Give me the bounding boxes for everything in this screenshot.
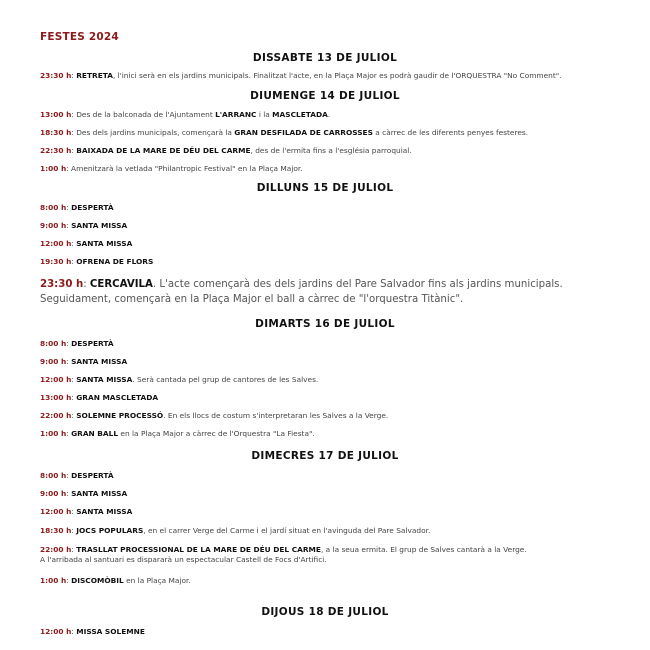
event-title: SANTA MISSA — [76, 239, 133, 248]
event-sep: : — [71, 71, 77, 80]
event-time: 1:00 h — [40, 164, 67, 173]
event-desc: , l'inici serà en els jardins municipals. Finalitzat l'acte, en la Plaça Major es podrà gaudir de l'ORQUESTRA "No Comment". — [112, 71, 562, 80]
event-sep: : — [71, 545, 77, 554]
event-title: MISSA SOLEMNE — [76, 627, 145, 636]
event-title: BAIXADA DE LA MARE DE DÉU DEL CARME — [76, 146, 251, 155]
event-title: CERCAVILA — [89, 279, 153, 290]
event-desc-line2: A l'arribada al santuari es dispararà un espectacular Castell de Focs d'Artifici. — [40, 555, 327, 564]
event-title: SANTA MISSA — [76, 375, 133, 384]
event-title: SANTA MISSA — [76, 507, 133, 516]
event-sep: : — [71, 627, 77, 636]
event-sep: : — [66, 339, 72, 348]
event-desc: , des de l'ermita fins a l'església parroquial. — [250, 146, 412, 155]
event-item — [40, 164, 620, 174]
event-time: 9:00 h — [40, 489, 67, 498]
event-sep: : — [66, 357, 72, 366]
event-sep: : — [71, 375, 77, 384]
event-time: 23:30 h — [40, 71, 72, 80]
event-time: 22:30 h — [40, 146, 72, 155]
event-item — [40, 471, 620, 481]
event-title: SANTA MISSA — [71, 489, 128, 498]
event-item — [40, 71, 620, 81]
event-time: 12:00 h — [40, 507, 72, 516]
event-desc: , a la seua ermita. El grup de Salves cantarà a la Verge. — [320, 545, 527, 554]
event-title: JOCS POPULARS — [76, 526, 144, 535]
event-sep: : — [66, 203, 72, 212]
event-desc-line2: Seguidament, començarà en la Plaça Major el ball a càrrec de "l'orquestra Titànic". — [40, 294, 464, 305]
event-sep: : — [71, 526, 77, 535]
event-sep: : — [66, 489, 72, 498]
event-item — [40, 489, 620, 499]
day-heading-15: DILLUNS 15 DE JULIOL — [256, 182, 394, 194]
event-item-large — [40, 277, 620, 307]
event-item — [40, 393, 620, 403]
event-item — [40, 110, 620, 120]
event-sep: : — [71, 239, 77, 248]
event-sep: : — [66, 429, 72, 438]
event-time: 22:00 h — [40, 411, 72, 420]
event-desc: : Amenitzarà la vetlada "Philantropic Festival" en la Plaça Major. — [66, 164, 303, 173]
event-item — [40, 128, 620, 138]
event-item — [40, 576, 620, 586]
event-title-2: MASCLETADA — [272, 110, 328, 119]
event-sep: : — [71, 507, 77, 516]
event-time: 19:30 h — [40, 257, 72, 266]
event-title: GRAN MASCLETADA — [76, 393, 159, 402]
event-time: 13:00 h — [40, 110, 72, 119]
event-time: 18:30 h — [40, 526, 72, 535]
event-title: GRAN DESFILADA DE CARROSSES — [234, 128, 373, 137]
event-item — [40, 507, 620, 517]
event-title: SOLEMNE PROCESSÓ — [76, 411, 164, 420]
event-sep: : — [66, 221, 72, 230]
event-desc: . — [327, 110, 331, 119]
event-time: 8:00 h — [40, 203, 67, 212]
event-sep: : — [83, 279, 90, 290]
event-desc: a càrrec de les diferents penyes festeres. — [372, 128, 529, 137]
event-item — [40, 221, 620, 231]
event-title: GRAN BALL — [71, 429, 119, 438]
event-item — [40, 375, 620, 385]
event-item — [40, 239, 620, 249]
event-title: OFRENA DE FLORS — [76, 257, 154, 266]
event-time: 9:00 h — [40, 357, 67, 366]
event-item — [40, 411, 620, 421]
event-item — [40, 257, 620, 267]
event-desc: en la Plaça Major a càrrec de l'Orquestra "La Fiesta". — [118, 429, 315, 438]
event-title: DESPERTÀ — [71, 203, 114, 212]
day-heading-17: DIMECRES 17 DE JULIOL — [251, 450, 399, 462]
event-sep: : Des de la balconada de l'Ajuntament — [71, 110, 216, 119]
event-time: 8:00 h — [40, 471, 67, 480]
event-time: 13:00 h — [40, 393, 72, 402]
event-time: 1:00 h — [40, 576, 67, 585]
event-time: 18:30 h — [40, 128, 72, 137]
event-title: DESPERTÀ — [71, 339, 114, 348]
event-item — [40, 526, 620, 536]
event-item — [40, 627, 620, 637]
event-title: SANTA MISSA — [71, 357, 128, 366]
event-desc: . Serà cantada pel grup de cantores de les Salves. — [132, 375, 319, 384]
event-sep: : Des dels jardins municipals, començarà la — [71, 128, 235, 137]
event-title: L'ARRANC — [215, 110, 257, 119]
event-time: 12:00 h — [40, 375, 72, 384]
event-sep: : — [66, 576, 72, 585]
event-time: 1:00 h — [40, 429, 67, 438]
event-time: 12:00 h — [40, 239, 72, 248]
event-sep: : — [71, 257, 77, 266]
event-time: 9:00 h — [40, 221, 67, 230]
event-item — [40, 357, 620, 367]
event-title: DESPERTÀ — [71, 471, 114, 480]
event-time: 8:00 h — [40, 339, 67, 348]
event-title: RETRETA — [76, 71, 113, 80]
event-desc: . L'acte començarà des dels jardins del Pare Salvador fins als jardins municipals. — [152, 279, 563, 290]
event-title: SANTA MISSA — [71, 221, 128, 230]
day-heading-14: DIUMENGE 14 DE JULIOL — [250, 90, 400, 102]
event-time: 12:00 h — [40, 627, 72, 636]
event-item — [40, 146, 620, 156]
event-title: TRASLLAT PROCESSIONAL DE LA MARE DE DÉU DEL CARME — [76, 545, 321, 554]
event-time: 22:00 h — [40, 545, 72, 554]
day-heading-13: DISSABTE 13 DE JULIOL — [252, 52, 398, 64]
event-sep: : — [66, 471, 72, 480]
event-sep: : — [71, 146, 77, 155]
day-heading-18: DIJOUS 18 DE JULIOL — [261, 606, 389, 618]
event-desc: en la Plaça Major. — [123, 576, 191, 585]
event-item — [40, 429, 620, 439]
event-item — [40, 203, 620, 213]
document-title: FESTES 2024 — [40, 31, 119, 43]
event-item — [40, 339, 620, 349]
event-desc: , en el carrer Verge del Carme i el jardí situat en l'avinguda del Pare Salvador. — [143, 526, 431, 535]
event-sep: : — [71, 411, 77, 420]
event-item — [40, 545, 620, 565]
event-mid: i la — [256, 110, 273, 119]
event-desc: . En els llocs de costum s'interpretaran les Salves a la Verge. — [163, 411, 389, 420]
event-sep: : — [71, 393, 77, 402]
event-title: DISCOMÒBIL — [71, 576, 124, 585]
day-heading-16: DIMARTS 16 DE JULIOL — [255, 318, 395, 330]
event-time: 23:30 h — [40, 279, 84, 290]
